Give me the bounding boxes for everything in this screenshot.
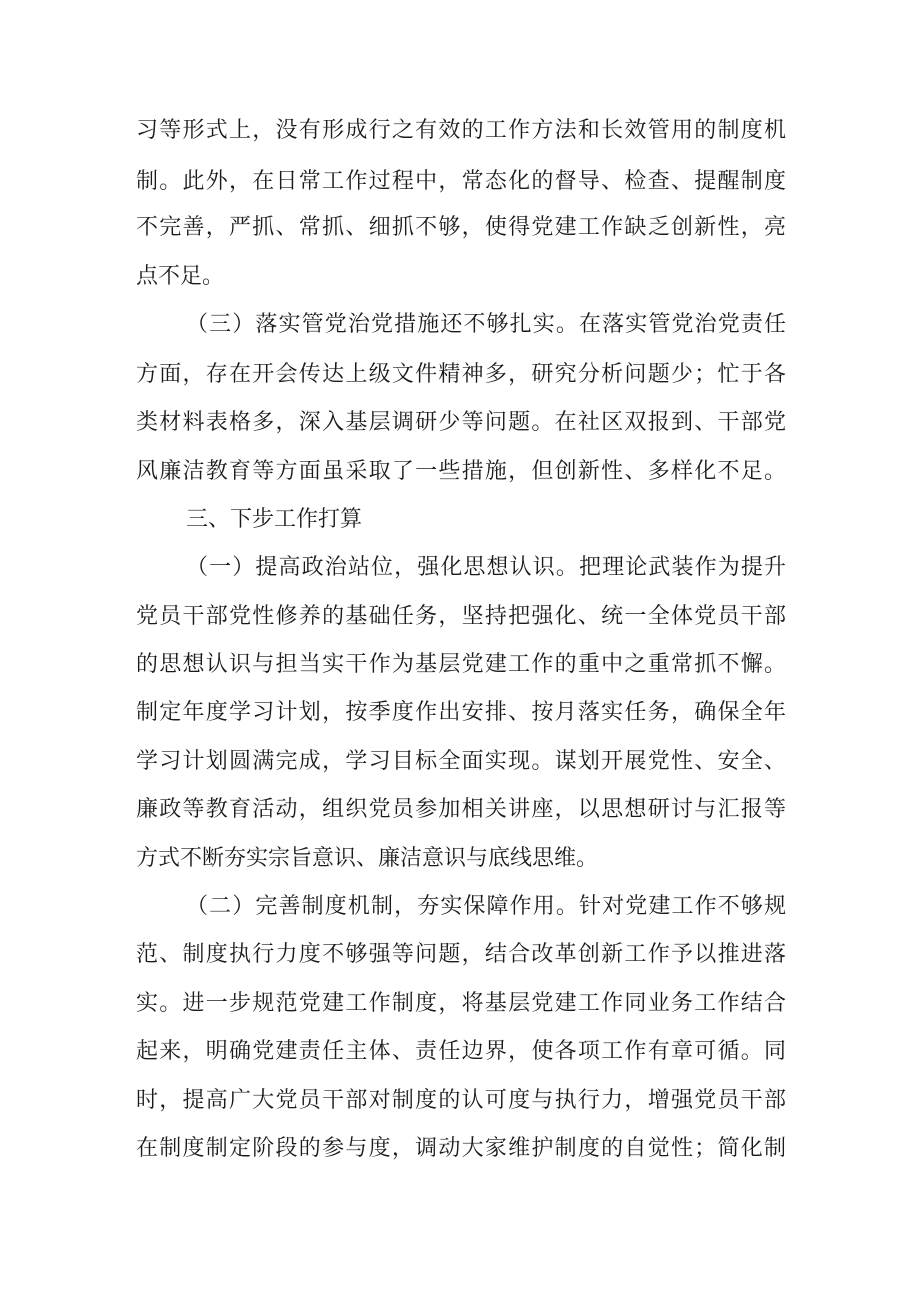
text-line: 风廉洁教育等方面虽采取了一些措施，但创新性、多样化不足。 (136, 459, 786, 484)
text-line: 范、制度执行力度不够强等问题，结合改革创新工作予以推进落 (136, 942, 786, 967)
text-line: 点不足。 (136, 264, 225, 289)
text-line: 学习计划圆满完成，学习目标全面实现。谋划开展党性、安全、 (136, 749, 786, 774)
section-heading-line: （一）提高政治站位，强化思想认识。把理论武装作为提升 (186, 555, 786, 580)
text-line: 制。此外，在日常工作过程中，常态化的督导、检查、提醒制度 (136, 169, 786, 194)
text-line: 廉政等教育活动，组织党员参加相关讲座，以思想研讨与汇报等 (136, 797, 786, 822)
text-line: 的思想认识与担当实干作为基层党建工作的重中之重常抓不懈。 (136, 652, 786, 677)
text-line: 不完善，严抓、常抓、细抓不够，使得党建工作缺乏创新性，亮 (136, 215, 786, 240)
section-heading-line: （二）完善制度机制，夯实保障作用。针对党建工作不够规 (186, 894, 786, 919)
chapter-heading: 三、下步工作打算 (186, 507, 363, 532)
text-line: 在制度制定阶段的参与度，调动大家维护制度的自觉性；简化制 (136, 1136, 786, 1161)
text-line: 起来，明确党建责任主体、责任边界，使各项工作有章可循。同 (136, 1039, 786, 1064)
text-line: 方式不断夯实宗旨意识、廉洁意识与底线思维。 (136, 846, 599, 871)
text-line: 党员干部党性修养的基础任务，坚持把强化、统一全体党员干部 (136, 604, 786, 629)
text-line: 方面，存在开会传达上级文件精神多，研究分析问题少；忙于各 (136, 362, 786, 387)
text-line: 类材料表格多，深入基层调研少等问题。在社区双报到、干部党 (136, 410, 786, 435)
text-line: 习等形式上，没有形成行之有效的工作方法和长效管用的制度机 (136, 118, 786, 143)
text-line: 时，提高广大党员干部对制度的认可度与执行力，增强党员干部 (136, 1088, 786, 1113)
text-line: 实。进一步规范党建工作制度，将基层党建工作同业务工作结合 (136, 991, 786, 1016)
text-line: 制定年度学习计划，按季度作出安排、按月落实任务，确保全年 (136, 700, 786, 725)
section-heading-line: （三）落实管党治党措施还不够扎实。在落实管党治党责任 (186, 312, 786, 337)
